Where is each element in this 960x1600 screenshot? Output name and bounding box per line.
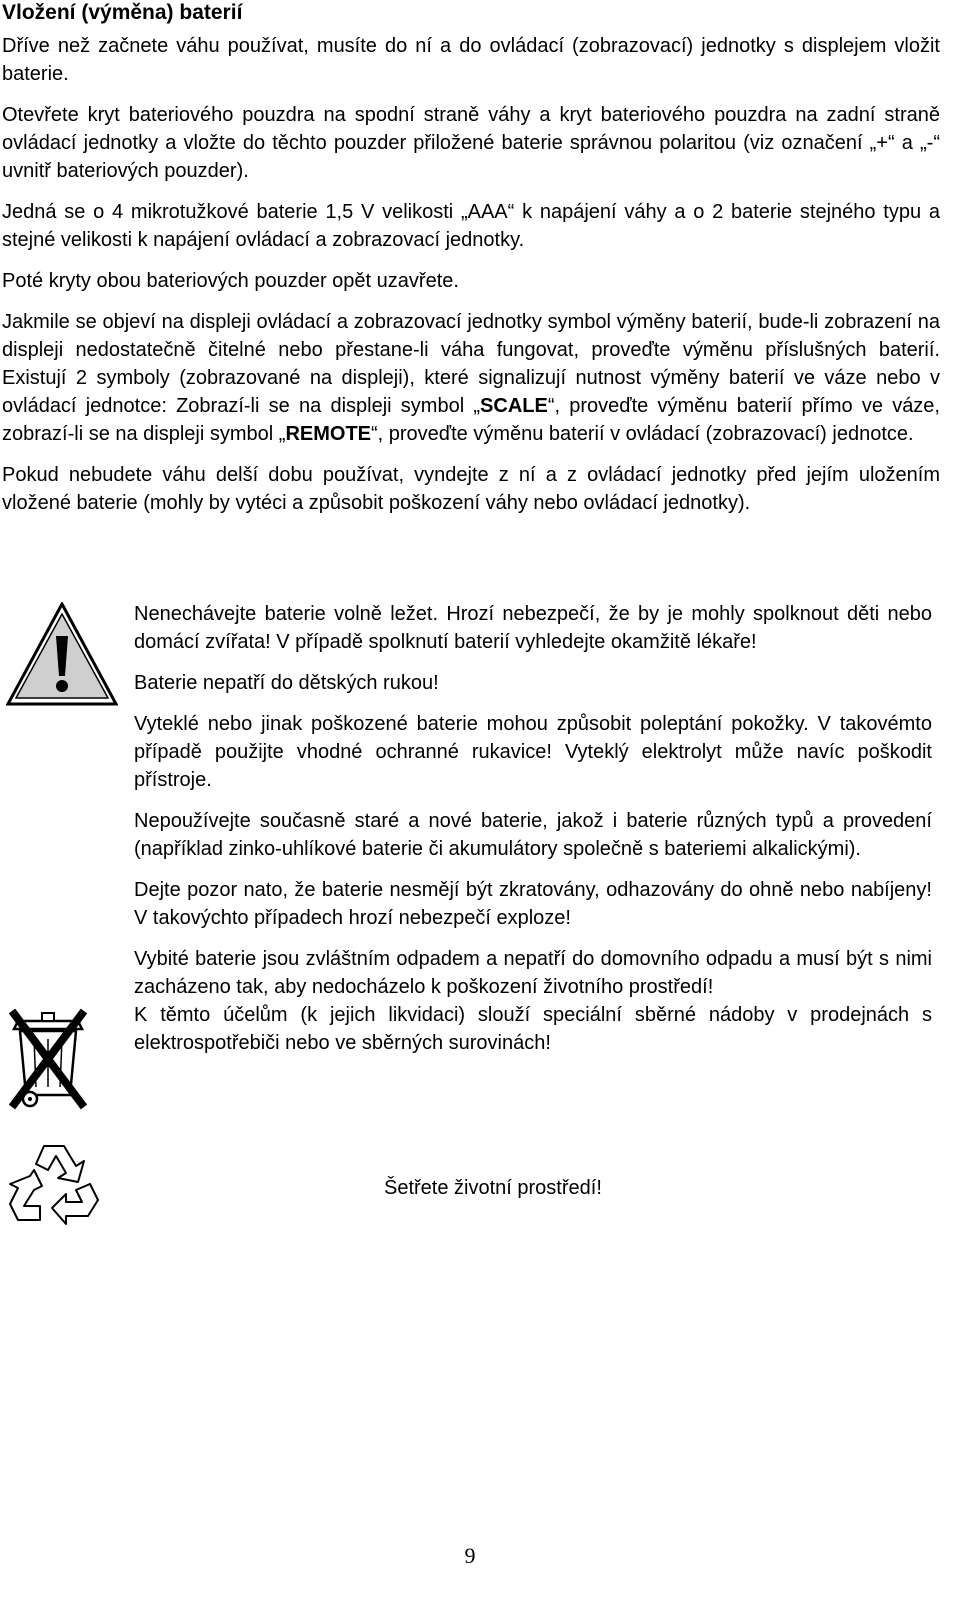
warning-1: Nenechávejte baterie volně ležet. Hrozí nebezpečí, že by je mohly spolknout děti nebo domácí zvířata! V případě spolknutí baterií vyhledejte okamžitě lékaře! xyxy=(134,603,932,653)
warning-7: K těmto účelům (k jejich likvidaci) slouží speciální sběrné nádoby v prodejnách s elektrospotřebiči nebo ve sběrných surovinách! xyxy=(134,1004,932,1054)
warnings-block xyxy=(134,600,932,1070)
symbol-remote: REMOTE xyxy=(285,423,371,445)
warning-6: Vybité baterie jsou zvláštním odpadem a nepatří do domovního odpadu a musí být s nimi zacházeno tak, aby nedocházelo k poškození životního prostředí! xyxy=(134,948,932,998)
warning-4: Nepoužívejte současně staré a nové baterie, jakož i baterie různých typů a provedení (například zinko-uhlíkové baterie či akumulátory společně s bateriemi alkalickými). xyxy=(134,810,932,860)
warning-2: Baterie nepatří do dětských rukou! xyxy=(134,672,439,694)
recycle-icon xyxy=(6,1140,102,1226)
warning-triangle-icon xyxy=(6,602,118,706)
warning-5: Dejte pozor nato, že baterie nesmějí být zkratovány, odhazovány do ohně nebo nabíjeny! V takovýchto případech hrozí nebezpečí exploze! xyxy=(134,879,932,929)
paragraph-5-part-b: “, proveďte výměnu baterií přímo ve váze, zobrazí-li se na displeji symbol „ xyxy=(2,395,940,445)
page-number: 9 xyxy=(464,1543,476,1568)
paragraph-4: Poté kryty obou bateriových pouzder opět uzavřete. xyxy=(2,270,459,292)
paragraph-5-part-c: “, proveďte výměnu baterií v ovládací (zobrazovací) jednotce. xyxy=(371,423,914,445)
paragraph-2: Otevřete kryt bateriového pouzdra na spodní straně váhy a kryt bateriového pouzdra na zadní straně ovládací jednotky a vložte do těchto pouzder přiložené baterie správnou polaritou (viz označení „+“ a „-“ uvnitř bateriových pouzder). xyxy=(2,104,940,182)
instructions-block xyxy=(2,32,940,530)
paragraph-5 xyxy=(2,308,940,448)
section-heading: Vložení (výměna) baterií xyxy=(2,1,243,24)
paragraph-5-part-a: Jakmile se objeví na displeji ovládací a zobrazovací jednotky symbol výměny baterií, bude-li zobrazení na displeji nedostatečně čitelné nebo přestane-li váha fungovat, proveďte výměnu příslušných baterií. Existují 2 symboly (zobrazované na displeji), které signalizují nutnost výměny baterií ve váze nebo v ovládací jednotce: Zobrazí-li se na displeji symbol „ xyxy=(2,311,940,417)
warning-3: Vyteklé nebo jinak poškozené baterie mohou způsobit poleptání pokožky. V takovémto případě použijte vhodné ochranné rukavice! Vyteklý elektrolyt může navíc poškodit přístroje. xyxy=(134,713,932,791)
paragraph-1: Dříve než začnete váhu používat, musíte do ní a do ovládací (zobrazovací) jednotky s displejem vložit baterie. xyxy=(2,35,940,85)
paragraph-6: Pokud nebudete váhu delší dobu používat, vyndejte z ní a z ovládací jednotky před jejím uložením vložené baterie (mohly by vytéci a způsobit poškození váhy nebo ovládací jednotky). xyxy=(2,464,940,514)
crossed-out-bin-icon xyxy=(8,1003,88,1115)
symbol-scale: SCALE xyxy=(480,395,548,417)
paragraph-3: Jedná se o 4 mikrotužkové baterie 1,5 V velikosti „AAA“ k napájení váhy a o 2 baterie stejného typu a stejné velikosti k napájení ovládací a zobrazovací jednotky. xyxy=(2,201,940,251)
closing-slogan: Šetřete životní prostředí! xyxy=(384,1177,602,1199)
